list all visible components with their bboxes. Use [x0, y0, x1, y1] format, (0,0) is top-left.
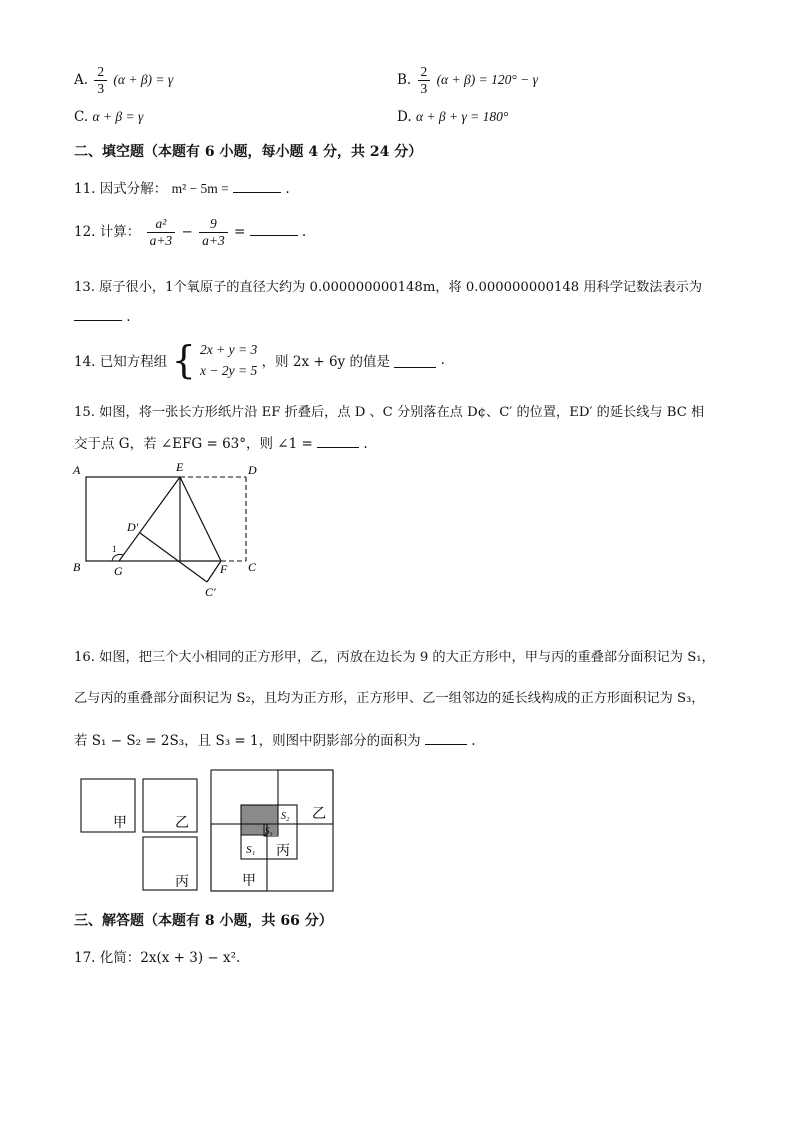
q16-end: . — [471, 733, 476, 749]
option-c-expr: α + β = γ — [92, 109, 144, 124]
q14-brace-icon: { — [171, 338, 196, 382]
question-16-line-3 — [74, 729, 475, 749]
q11-answer-blank[interactable] — [233, 178, 281, 193]
q13-answer-blank[interactable] — [74, 306, 122, 321]
option-a-fraction: $\frac{2}{3}$ — [94, 64, 107, 97]
q15-ef-line — [180, 477, 221, 561]
q14-mid: ，则 2x + 6y 的值是 — [261, 354, 390, 370]
q15-label-cprime: C′ — [205, 585, 216, 599]
option-a-expr: (α + β) = γ — [113, 72, 174, 87]
q16-label-s3: S₃ — [265, 826, 273, 836]
q15-label-dprime: D′ — [127, 520, 139, 534]
q15-label-e: E — [176, 460, 184, 474]
q16-figure — [76, 766, 338, 896]
q13-end: . — [126, 309, 131, 325]
question-17: 17. 化简：2x(x + 3) − x². — [74, 950, 241, 966]
q15-fcp-line — [207, 561, 221, 582]
q12-equals: = — [234, 224, 246, 240]
option-a-label: A. — [74, 72, 89, 88]
option-b-label: B. — [397, 72, 412, 88]
question-14 — [74, 339, 445, 381]
question-11 — [74, 177, 290, 197]
q15-label-d: D — [248, 463, 257, 477]
option-c — [74, 109, 143, 125]
q12-answer-blank[interactable] — [250, 221, 298, 236]
q11-expression: m² − 5m = — [171, 181, 229, 196]
q16-label-bing: 丙 — [276, 844, 290, 859]
q15-eg-line — [119, 477, 180, 561]
q12-end: . — [301, 224, 307, 240]
q14-equation-system — [200, 339, 257, 381]
q14-answer-blank[interactable] — [394, 353, 436, 368]
q14-prefix: 14. 已知方程组 — [74, 354, 168, 370]
q16-label-jia: 甲 — [242, 874, 256, 889]
question-16-line-1: 16. 如图，把三个大小相同的正方形甲，乙，丙放在边长为 9 的大正方形中，甲与丙的重叠部分面积记为 S₁， — [74, 650, 715, 665]
q12-fraction-2: $\frac{9}{a+3}$ — [199, 216, 228, 249]
q12-prefix: 12. 计算： — [74, 224, 141, 240]
option-b-fraction: $\frac{2}{3}$ — [418, 64, 431, 97]
section-2-title: 二、填空题（本题有 6 小题，每小题 4 分，共 24 分） — [74, 144, 423, 160]
option-d — [397, 109, 508, 125]
q15-label-a: A — [73, 463, 81, 477]
option-c-label: C. — [74, 109, 89, 125]
q16-answer-blank[interactable] — [425, 730, 467, 745]
q16-small-label-bing: 丙 — [175, 875, 189, 890]
q16-label-s1: S₁ — [246, 844, 256, 856]
q16-label-yi: 乙 — [312, 807, 326, 822]
question-13-text: 13. 原子很小，1个氧原子的直径大约为 0.000000000148m，将 0.000000000148 用科学记数法表示为 — [74, 280, 703, 295]
q15-label-b: B — [73, 560, 81, 574]
q15-end: . — [363, 436, 368, 452]
option-a — [74, 64, 173, 97]
q16-label-s2: S₂ — [281, 811, 290, 822]
q15-figure — [60, 458, 280, 603]
question-15-line-1: 15. 如图，将一张长方形纸片沿 EF 折叠后，点 D 、C 分别落在点 D¢、C′ 的位置，ED′ 的延长线与 BC 相 — [74, 405, 705, 420]
option-b-expr: (α + β) = 120° − γ — [436, 72, 538, 87]
q15-line-2-text: 交于点 G，若 ∠EFG = 63°，则 ∠1 = — [74, 436, 313, 452]
section-3-title: 三、解答题（本题有 8 小题，共 66 分） — [74, 913, 333, 929]
q14-equation-2: x − 2y = 5 — [200, 363, 258, 378]
q15-dpcp-line — [140, 533, 207, 582]
q11-end: . — [285, 181, 290, 197]
q11-prefix: 11. 因式分解： — [74, 181, 168, 197]
q12-minus: − — [181, 224, 193, 240]
option-b — [397, 64, 538, 97]
option-d-expr: α + β + γ = 180° — [415, 109, 509, 124]
question-16-line-2: 乙与丙的重叠部分面积记为 S₂，且均为正方形，正方形甲、乙一组邻边的延长线构成的正方形面积记为 S₃， — [74, 691, 705, 706]
q16-line-3-text: 若 S₁ − S₂ = 2S₃，且 S₃ = 1，则图中阴影部分的面积为 — [74, 733, 421, 749]
q14-equation-1: 2x + y = 3 — [200, 342, 258, 357]
q15-rect-solid-part — [86, 477, 180, 561]
q15-label-c: C — [248, 560, 257, 574]
option-d-label: D. — [397, 109, 412, 125]
question-13-answer — [74, 306, 131, 325]
q12-fraction-1: $\frac{\text{a²}}{a+3}$ — [147, 216, 176, 249]
q15-label-f: F — [220, 562, 228, 576]
q15-label-angle-1: 1 — [112, 544, 117, 554]
q16-small-label-yi: 乙 — [175, 816, 189, 831]
q14-end: . — [440, 352, 445, 368]
question-15-line-2 — [74, 432, 368, 452]
question-12 — [74, 216, 306, 249]
q15-label-g: G — [114, 564, 123, 578]
q16-small-label-jia: 甲 — [113, 816, 127, 831]
q15-answer-blank[interactable] — [317, 433, 359, 448]
